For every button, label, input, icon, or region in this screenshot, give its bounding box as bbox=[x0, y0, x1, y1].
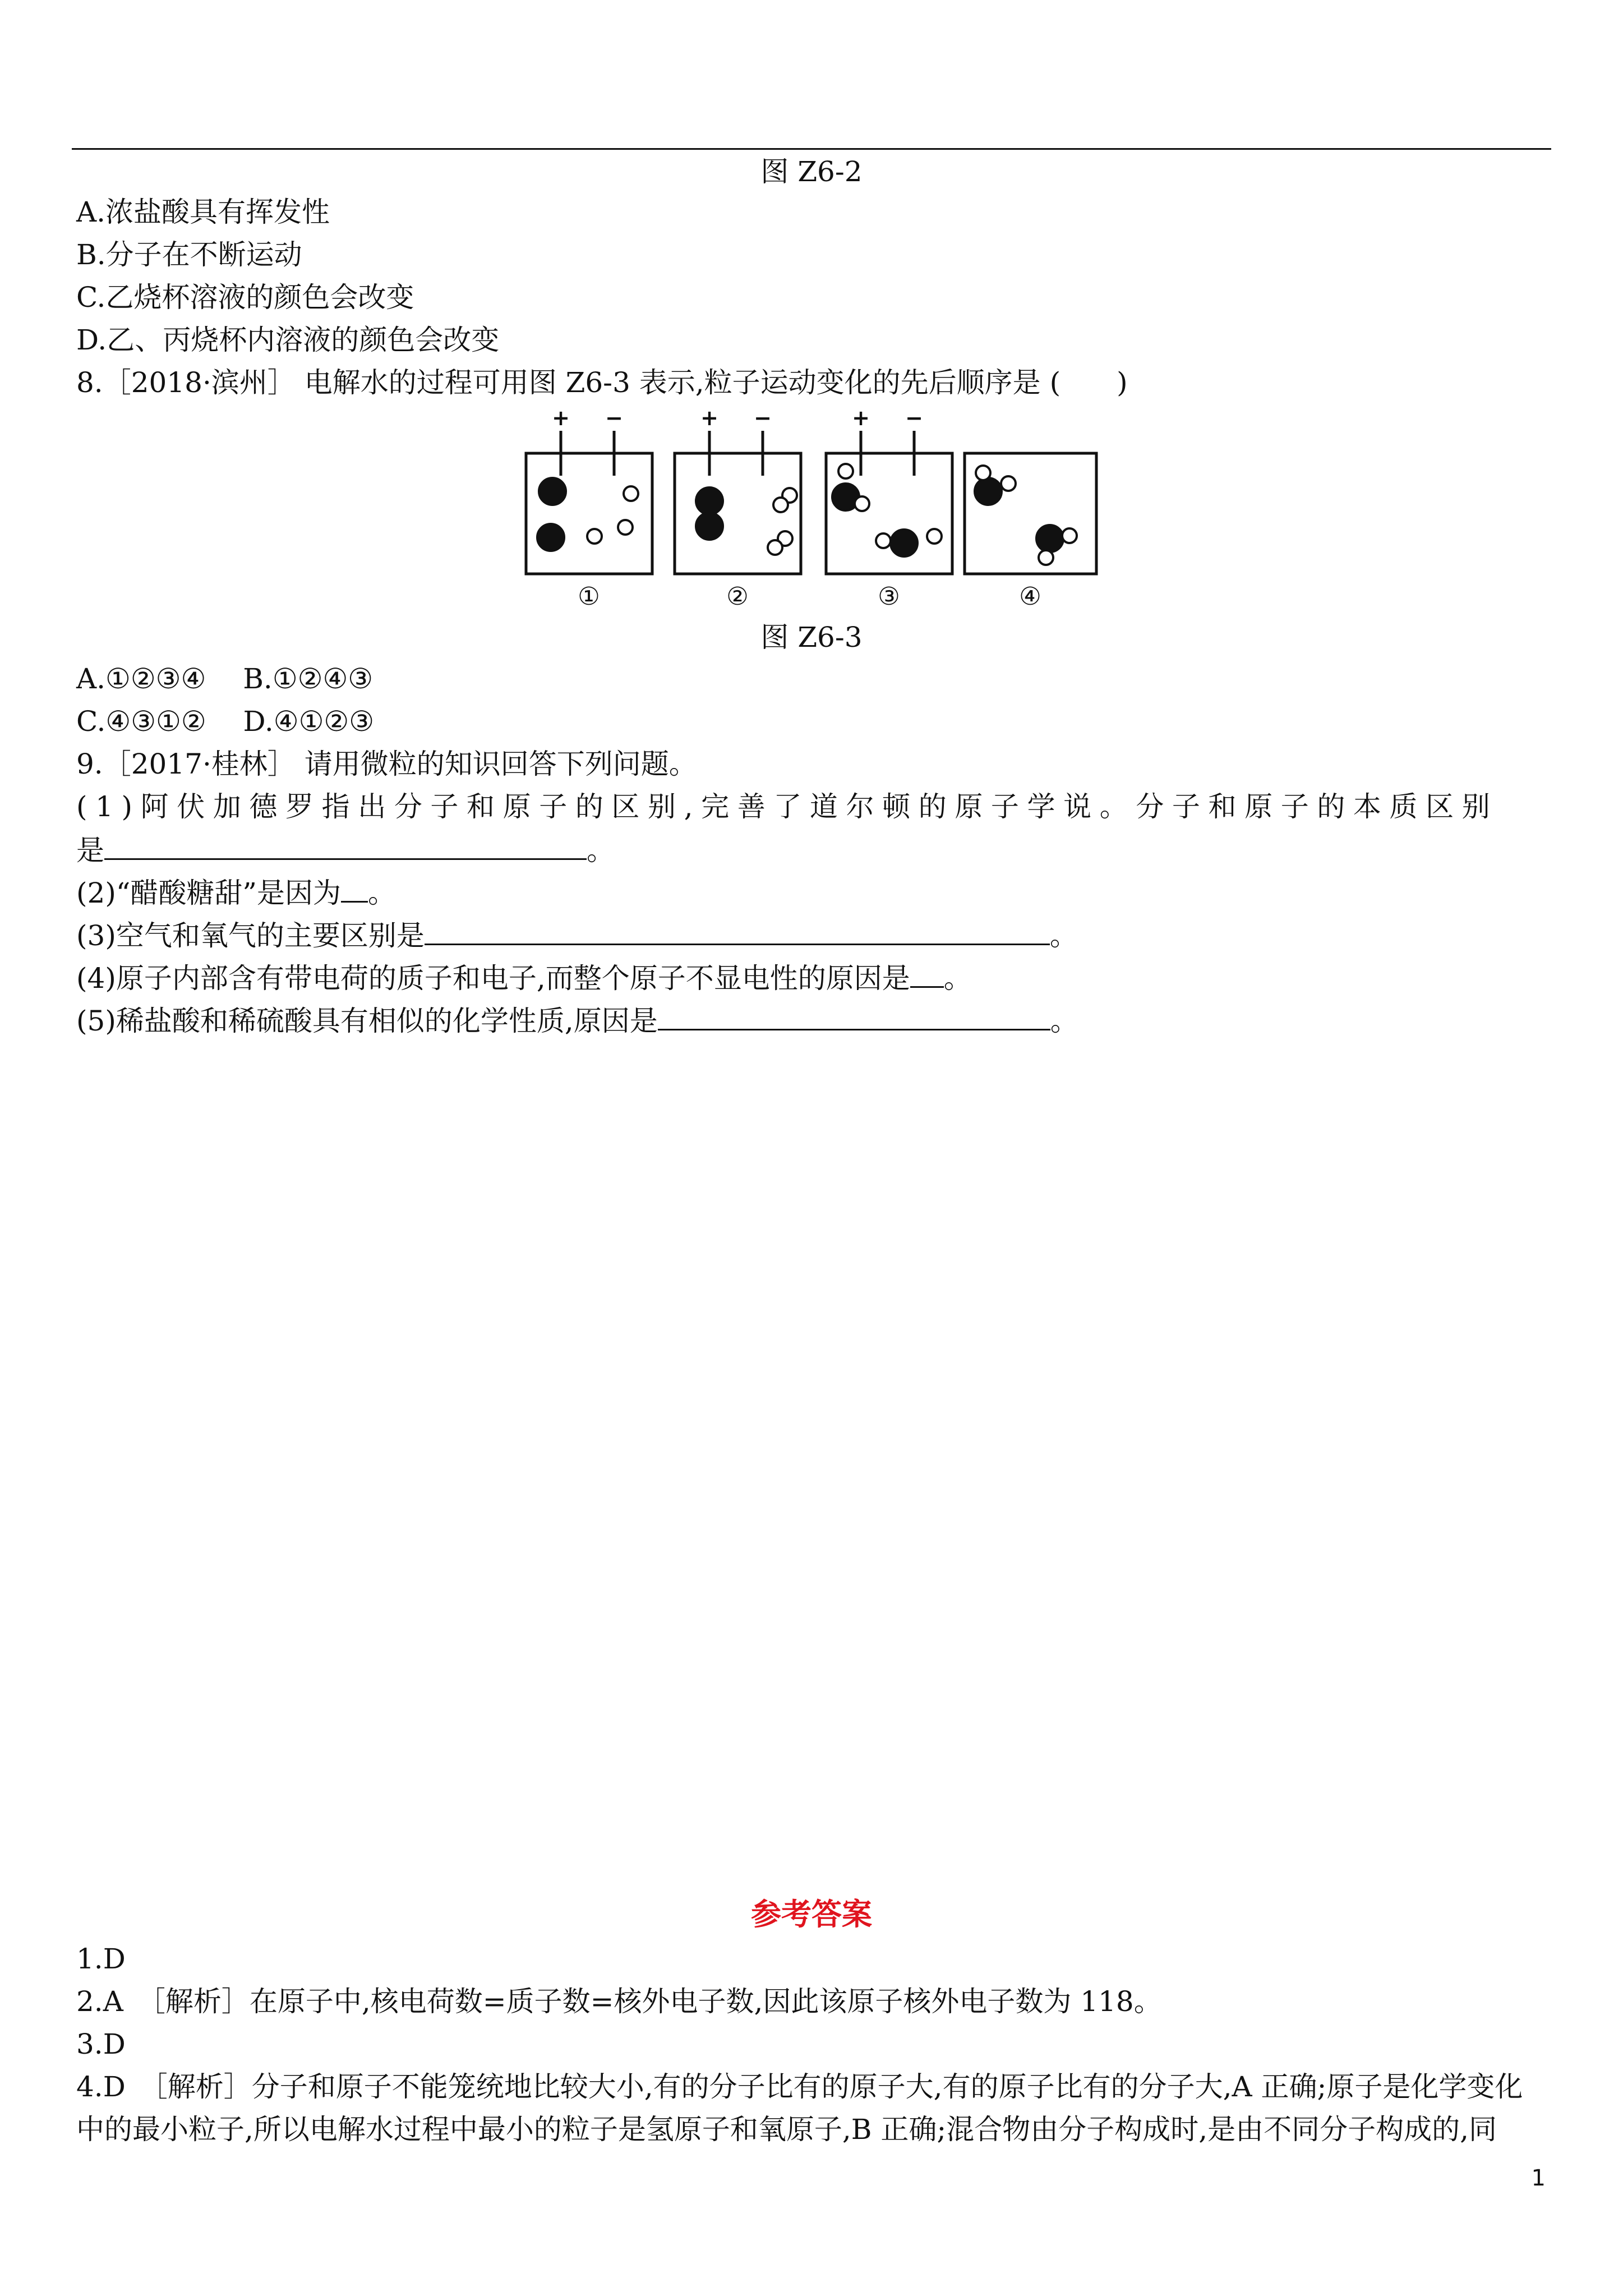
q7-option-a: A.浓盐酸具有挥发性 bbox=[76, 196, 330, 228]
panel1-label: ① bbox=[578, 582, 600, 611]
q7-option-c: C.乙烧杯溶液的颜色会改变 bbox=[76, 281, 414, 314]
q9-part5-suffix: 。 bbox=[1050, 1005, 1078, 1037]
panel2-plus-sign: + bbox=[700, 408, 718, 430]
q9-part4-prefix: (4)原子内部含有带电荷的质子和电子,而整个原子不显电性的原因是 bbox=[76, 962, 910, 995]
q8-stem: 8.［2018·滨州］ 电解水的过程可用图 Z6-3 表示,粒子运动变化的先后顺序是 ( ) bbox=[76, 366, 1128, 399]
q9-part1-prefix: 是 bbox=[76, 834, 104, 867]
q9-part2 bbox=[76, 875, 396, 910]
electrolysis-figure bbox=[516, 408, 1110, 616]
q9-part3-answer-blank[interactable] bbox=[425, 918, 1050, 945]
q9-part4 bbox=[76, 960, 972, 995]
answer-3: 3.D bbox=[76, 2028, 126, 2060]
q9-part1-line1: (1)阿伏加德罗指出分子和原子的区别,完善了道尔顿的原子学说。分子和原子的本质区别 bbox=[76, 790, 1498, 823]
q9-part5 bbox=[76, 1003, 1078, 1038]
figure-caption-z6-2: 图 Z6-2 bbox=[760, 155, 863, 188]
panel3-plus-sign: + bbox=[852, 408, 870, 430]
answer-1: 1.D bbox=[76, 1943, 126, 1975]
q9-part3 bbox=[76, 918, 1078, 953]
q8-options-line2: C.④③①② D.④①②③ bbox=[76, 705, 375, 738]
q9-part2-prefix: (2)“醋酸糖甜”是因为 bbox=[76, 877, 341, 909]
q9-part2-answer-blank[interactable] bbox=[341, 875, 368, 903]
q9-part1-line2 bbox=[76, 832, 615, 867]
q9-part1-answer-blank[interactable] bbox=[104, 832, 587, 860]
header-rule bbox=[72, 148, 1551, 150]
panel3-label: ③ bbox=[878, 582, 900, 611]
panel1-plus-sign: + bbox=[552, 408, 570, 430]
answer-4-line2: 中的最小粒子,所以电解水过程中最小的粒子是氢原子和氧原子,B 正确;混合物由分子构成时,是由不同分子构成的,同 bbox=[76, 2113, 1497, 2146]
q9-part3-prefix: (3)空气和氧气的主要区别是 bbox=[76, 919, 425, 952]
panel1-minus-sign: − bbox=[605, 408, 623, 430]
q9-part2-suffix: 。 bbox=[367, 877, 396, 909]
answer-2: 2.A ［解析］在原子中,核电荷数=质子数=核外电子数,因此该原子核外电子数为 118。 bbox=[76, 1985, 1162, 2018]
panel3-minus-sign: − bbox=[905, 408, 923, 430]
q9-part4-suffix: 。 bbox=[943, 962, 972, 995]
q9-part3-suffix: 。 bbox=[1049, 919, 1078, 952]
figure-caption-z6-3: 图 Z6-3 bbox=[760, 621, 863, 654]
q9-part5-answer-blank[interactable] bbox=[658, 1003, 1050, 1030]
q9-stem: 9.［2017·桂林］ 请用微粒的知识回答下列问题。 bbox=[76, 748, 697, 780]
q9-part1-suffix: 。 bbox=[587, 834, 615, 867]
answers-title: 参考答案 bbox=[751, 1896, 872, 1932]
page-number: 1 bbox=[1531, 2165, 1546, 2191]
panel2-label: ② bbox=[726, 582, 749, 611]
panel2-minus-sign: − bbox=[754, 408, 772, 430]
q9-part4-answer-blank[interactable] bbox=[910, 960, 944, 988]
panel4-label: ④ bbox=[1019, 582, 1041, 611]
q9-part5-prefix: (5)稀盐酸和稀硫酸具有相似的化学性质,原因是 bbox=[76, 1005, 658, 1037]
answer-4-line1: 4.D ［解析］分子和原子不能笼统地比较大小,有的分子比有的原子大,有的原子比有的分子大,A 正确;原子是化学变化 bbox=[76, 2070, 1523, 2103]
q8-options-line1: A.①②③④ B.①②④③ bbox=[76, 662, 374, 695]
q7-option-d: D.乙、丙烧杯内溶液的颜色会改变 bbox=[76, 324, 500, 356]
q7-option-b: B.分子在不断运动 bbox=[76, 238, 302, 271]
